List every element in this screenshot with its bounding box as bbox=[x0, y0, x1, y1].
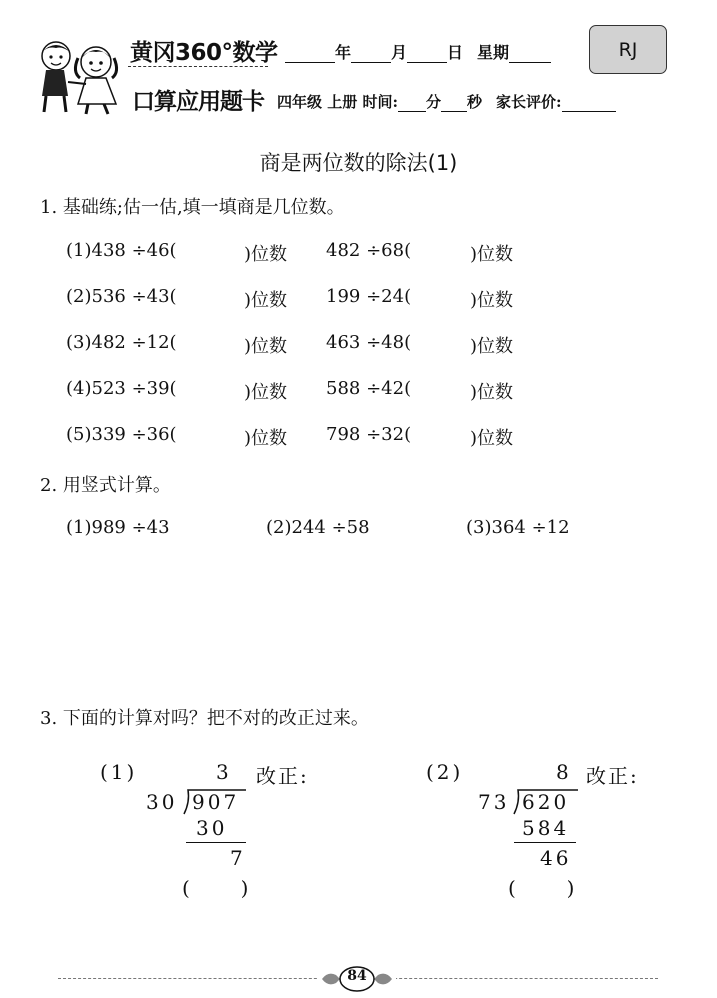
second-label: 秒 bbox=[467, 93, 483, 111]
q2-item: (3)364 ÷12 bbox=[466, 517, 570, 538]
divisor: 30 bbox=[146, 790, 178, 814]
q1-right-suffix: )位数 bbox=[470, 428, 514, 449]
weekday-label: 星期 bbox=[477, 43, 510, 62]
subtraction-line bbox=[186, 842, 246, 843]
q2-item: (2)244 ÷58 bbox=[266, 517, 370, 538]
weekday-blank[interactable] bbox=[509, 44, 551, 63]
correct-label: 改正: bbox=[256, 764, 309, 788]
children-mascot-illustration bbox=[28, 38, 132, 118]
q1-right-expression: 463 ÷48( bbox=[326, 332, 412, 353]
q1-left-expression: (2)536 ÷43( bbox=[66, 286, 177, 307]
minute-blank[interactable] bbox=[398, 93, 426, 112]
page-number: 84 bbox=[347, 968, 367, 984]
parent-eval-blank[interactable] bbox=[562, 93, 616, 112]
brand-underline bbox=[128, 66, 268, 67]
q1-right-expression: 588 ÷42( bbox=[326, 378, 412, 399]
day-blank[interactable] bbox=[407, 44, 447, 63]
q1-right-expression: 798 ÷32( bbox=[326, 424, 412, 445]
subtraction-line bbox=[514, 842, 576, 843]
q3-problem-label: (1) bbox=[100, 760, 138, 784]
correct-label: 改正: bbox=[586, 764, 639, 788]
remainder: 7 bbox=[230, 846, 246, 870]
second-blank[interactable] bbox=[441, 93, 467, 112]
q1-left-suffix: )位数 bbox=[244, 290, 288, 311]
divisor: 73 bbox=[478, 790, 510, 814]
q3-heading: 3. 下面的计算对吗？把不对的改正过来。 bbox=[40, 708, 369, 729]
q1-left-suffix: )位数 bbox=[244, 244, 288, 265]
q1-right-suffix: )位数 bbox=[470, 290, 514, 311]
card-title: 口算应用题卡 bbox=[132, 89, 264, 115]
q1-heading: 1. 基础练;估一估,填一填商是几位数。 bbox=[40, 197, 345, 218]
dividend: 620 bbox=[522, 790, 570, 814]
q1-right-suffix: )位数 bbox=[470, 336, 514, 357]
q1-left-expression: (3)482 ÷12( bbox=[66, 332, 177, 353]
brand-title: 黄冈360°数学 bbox=[130, 40, 278, 66]
q1-row bbox=[66, 332, 586, 356]
q1-row bbox=[66, 378, 586, 402]
product: 584 bbox=[522, 816, 570, 840]
q2-items bbox=[66, 517, 626, 541]
q1-left-expression: (4)523 ÷39( bbox=[66, 378, 177, 399]
q1-left-expression: (1)438 ÷46( bbox=[66, 240, 177, 261]
q1-row bbox=[66, 240, 586, 264]
q1-right-expression: 199 ÷24( bbox=[326, 286, 412, 307]
parent-eval-label: 家长评价: bbox=[496, 93, 562, 111]
year-label: 年 bbox=[335, 43, 352, 62]
q1-right-suffix: )位数 bbox=[470, 244, 514, 265]
remainder: 46 bbox=[540, 846, 572, 870]
month-blank[interactable] bbox=[351, 44, 391, 63]
answer-blank[interactable]: ( ) bbox=[182, 876, 249, 900]
q1-row bbox=[66, 424, 586, 448]
q2-item: (1)989 ÷43 bbox=[66, 517, 170, 538]
year-blank[interactable] bbox=[285, 44, 335, 63]
edition-badge: RJ bbox=[589, 25, 667, 74]
minute-label: 分 bbox=[425, 93, 441, 111]
dividend: 907 bbox=[192, 790, 240, 814]
q1-left-expression: (5)339 ÷36( bbox=[66, 424, 177, 445]
q1-left-suffix: )位数 bbox=[244, 382, 288, 403]
q3-problem-label: (2) bbox=[426, 760, 464, 784]
answer-blank[interactable]: ( ) bbox=[508, 876, 575, 900]
quotient: 3 bbox=[216, 760, 232, 784]
info-row bbox=[277, 91, 616, 112]
grade-time-label: 四年级 上册 时间: bbox=[277, 93, 398, 111]
q2-heading: 2. 用竖式计算。 bbox=[40, 475, 171, 496]
q1-left-suffix: )位数 bbox=[244, 336, 288, 357]
month-label: 月 bbox=[391, 43, 408, 62]
lesson-title: 商是两位数的除法(1) bbox=[259, 151, 458, 175]
q1-right-suffix: )位数 bbox=[470, 382, 514, 403]
q1-right-expression: 482 ÷68( bbox=[326, 240, 412, 261]
q1-row bbox=[66, 286, 586, 310]
quotient: 8 bbox=[556, 760, 572, 784]
day-label: 日 bbox=[447, 43, 464, 62]
product: 30 bbox=[196, 816, 228, 840]
q1-left-suffix: )位数 bbox=[244, 428, 288, 449]
date-fields bbox=[285, 40, 551, 63]
